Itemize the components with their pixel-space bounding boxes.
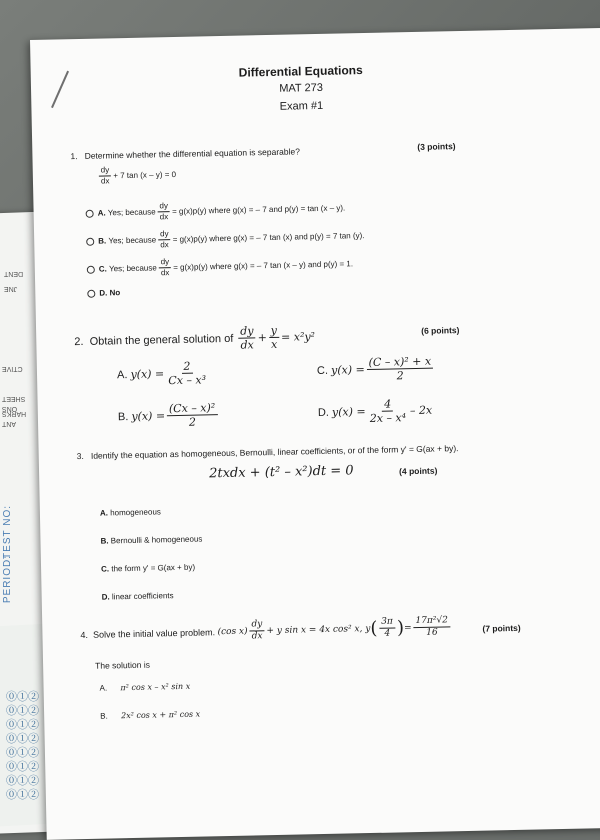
q3-number: 3.	[76, 450, 84, 462]
option-letter: A.	[116, 368, 128, 381]
test-no-label: TEST NO:	[2, 505, 13, 559]
q1-equation-rhs: + 7 tan (x – y) = 0	[113, 169, 177, 181]
option-letter: D.	[101, 592, 110, 602]
frac-num: (C – x)² + x	[366, 356, 433, 370]
q1-prompt	[70, 146, 300, 161]
frac-num: dy	[249, 620, 264, 631]
frac-num: (Cx – x)²	[167, 402, 218, 416]
option-letter: B.	[100, 536, 109, 546]
q4-option-b[interactable]	[100, 710, 200, 721]
option-letter: D.	[317, 406, 329, 419]
exam-page	[30, 27, 600, 839]
option-pre: Yes; because	[107, 207, 156, 218]
q3-prompt	[77, 441, 547, 461]
q1-option-b[interactable]	[86, 226, 365, 251]
side-label: ONS	[2, 405, 18, 412]
q4-solution-label: The solution is	[95, 659, 151, 671]
frac-den: dx	[160, 268, 170, 278]
q3-option-d[interactable]	[102, 591, 174, 602]
option-letter: C.	[101, 564, 110, 574]
q1-equation	[97, 165, 177, 186]
q1-option-a[interactable]	[85, 198, 345, 222]
q1-text: Determine whether the differential equation is separable?	[84, 146, 300, 161]
frac-num: 3π	[379, 617, 395, 628]
q4-prompt: 4. Solve the initial value problem. (cos x) $\frac{dy}{dx}$ + y sin x = 4x cos² x, y ( $\frac{3\pi}{4}$ ) = $\frac{\text{17π²√2}}{16}$	[80, 616, 452, 645]
frac-num: 2	[181, 361, 192, 374]
frac-num: dy	[157, 202, 170, 212]
q2-option-b[interactable]	[118, 402, 220, 429]
option-text: the form y' = G(ax + by)	[111, 562, 196, 574]
frac-den: 2	[396, 369, 404, 383]
q3-option-a[interactable]	[100, 507, 161, 517]
option-letter: B.	[98, 236, 107, 246]
option-text: No	[109, 288, 121, 298]
q2-text: Obtain the general solution of	[89, 332, 234, 348]
frac-den: 2x – x⁴	[369, 411, 407, 425]
frac-num: 17π²√2	[413, 616, 450, 628]
option-post: = g(x)p(y) where g(x) = – 7 and p(y) = tan (x – y).	[171, 203, 346, 217]
radio-button[interactable]	[86, 237, 94, 245]
frac-num: dy	[159, 258, 172, 268]
option-text: homogeneous	[110, 507, 161, 518]
option-letter: A.	[99, 683, 108, 693]
radio-button[interactable]	[87, 289, 95, 297]
frac-den: Cx – x³	[168, 373, 207, 388]
q4-number: 4.	[80, 629, 89, 640]
option-letter: B.	[100, 711, 108, 721]
option-lhs: y(x) =	[130, 367, 165, 381]
option-text: Bernoulli & homogeneous	[110, 534, 203, 546]
q3-points: (4 points)	[399, 465, 438, 477]
q2-option-a[interactable]	[117, 360, 210, 387]
q1-number: 1.	[70, 151, 78, 162]
option-tail: – 2x	[409, 403, 433, 418]
frac-num: y	[269, 325, 279, 338]
q1-option-d[interactable]	[87, 288, 120, 298]
option-letter: C.	[98, 264, 107, 274]
frac-den: dx	[159, 212, 169, 222]
option-text: 2x² cos x + π² cos x	[120, 709, 201, 721]
q2-option-c[interactable]	[317, 356, 436, 383]
q4-option-a[interactable]	[99, 682, 190, 693]
option-lhs: y(x) =	[330, 363, 365, 377]
q4-eq-left: (cos x)	[217, 626, 248, 637]
q3-text: Identify the equation as homogeneous, Bernoulli, linear coefficients, or of the form y' = G(ax + by).	[90, 443, 459, 461]
q3-equation: 2txdx + (t² – x²)dt = 0	[208, 463, 354, 482]
q4-eq-mid: + y sin x = 4x cos² x, y	[266, 623, 371, 636]
q2-equation-rhs: = x²y²	[280, 330, 316, 344]
frac-den: x	[270, 337, 278, 352]
frac-den: dx	[160, 240, 169, 250]
q2-points: (6 points)	[421, 325, 460, 336]
frac-den: 2	[188, 415, 197, 429]
q3-option-b[interactable]	[100, 535, 202, 546]
option-letter: D.	[99, 288, 108, 298]
radio-button[interactable]	[87, 265, 95, 273]
period-label: PERIOD:	[2, 555, 13, 604]
course-code: MAT 273	[279, 81, 324, 95]
q2-option-d[interactable]	[318, 398, 433, 425]
radio-button[interactable]	[86, 209, 94, 217]
frac-num: dy	[238, 325, 256, 338]
option-text: π² cos x – x² sin x	[120, 681, 191, 693]
frac-den: 4	[384, 628, 391, 639]
frac-num: 4	[382, 398, 393, 411]
option-letter: A.	[97, 208, 106, 218]
option-lhs: y(x) =	[331, 405, 366, 419]
side-label: JNE	[4, 285, 18, 292]
option-post: = g(x)p(y) where g(x) = – 7 tan (x) and p(y) = 7 tan (y).	[172, 231, 365, 245]
q2-prompt: 2. Obtain the general solution of $\frac{dy}{dx}$ + $\frac{y}{x}$ = x²y²	[74, 323, 316, 352]
exam-title: Differential Equations	[238, 63, 363, 80]
frac-num: dy	[99, 166, 112, 176]
frac-den: dx	[240, 338, 254, 352]
side-label: CTIVE	[2, 365, 23, 372]
side-label: ANT	[2, 420, 16, 427]
option-pre: Yes; because	[108, 263, 157, 274]
q2-number: 2.	[74, 335, 84, 348]
side-label: DENT	[4, 270, 24, 277]
option-pre: Yes; because	[108, 235, 157, 246]
frac-den: dx	[251, 631, 263, 642]
q4-points: (7 points)	[482, 622, 521, 634]
frac-den: 16	[426, 627, 438, 638]
exam-number: Exam #1	[279, 99, 324, 113]
q1-option-c[interactable]	[87, 254, 354, 279]
answer-bubbles: ⓪①② ⓪①② ⓪①② ⓪①② ⓪①② ⓪①② ⓪①② ⓪①②	[6, 690, 39, 801]
frac-den: dx	[100, 176, 110, 186]
side-label: SHEET	[2, 395, 26, 402]
option-letter: C.	[316, 364, 329, 377]
option-post: = g(x)p(y) where g(x) = – 7 tan (x – y) and p(y) = 1.	[173, 259, 354, 273]
q4-text: Solve the initial value problem.	[92, 626, 216, 640]
option-letter: B.	[117, 410, 129, 423]
option-lhs: y(x) =	[131, 409, 166, 423]
side-label: HARKS	[2, 410, 27, 417]
q3-option-c[interactable]	[101, 563, 195, 574]
option-letter: A.	[99, 508, 109, 518]
frac-num: dy	[158, 230, 171, 240]
option-text: linear coefficients	[111, 591, 174, 602]
q1-points: (3 points)	[417, 141, 456, 152]
